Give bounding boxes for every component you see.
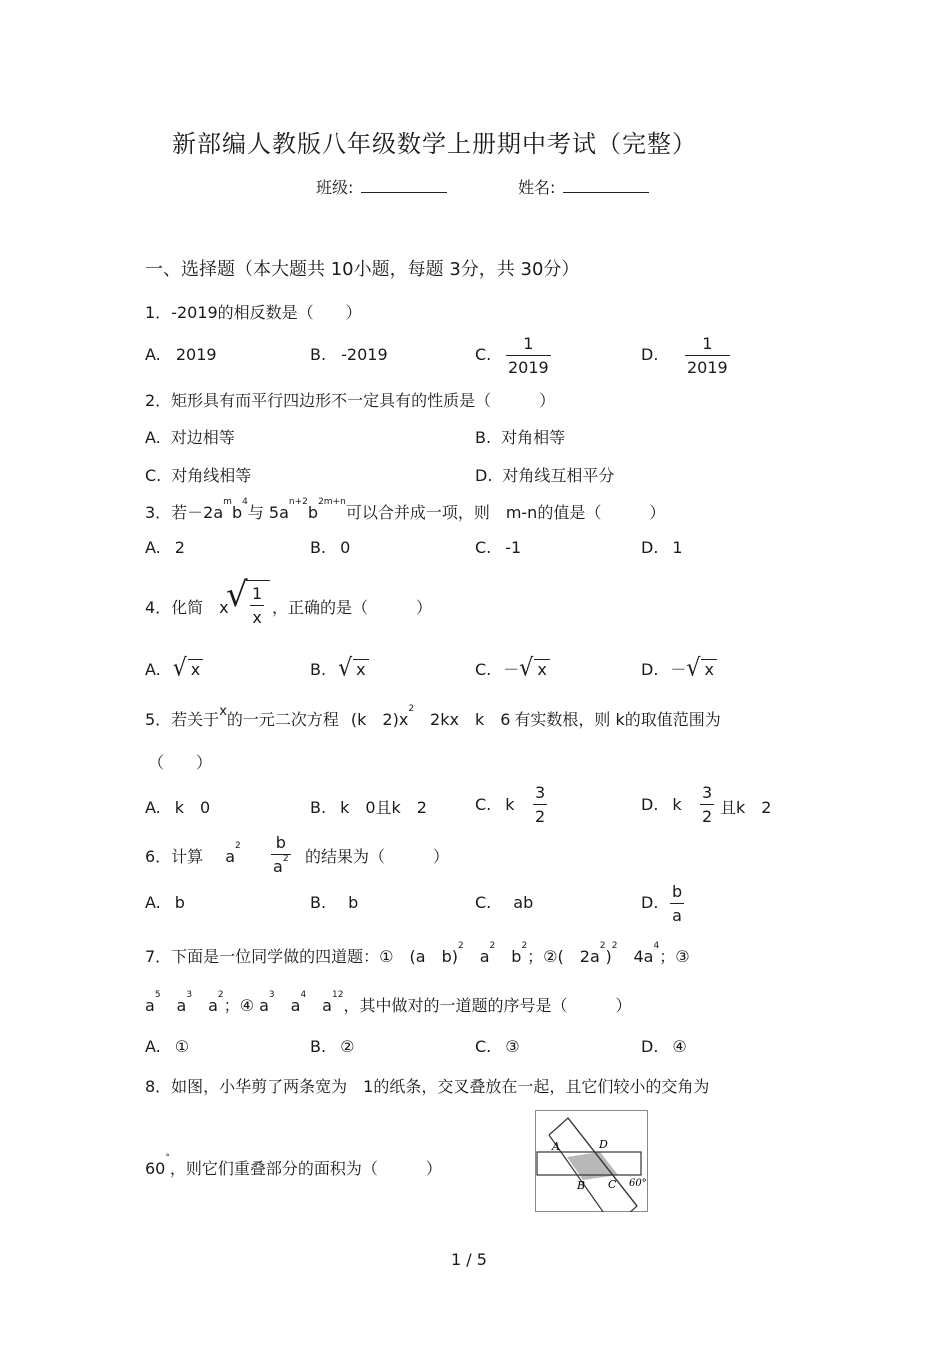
q2-stem: 2．矩形具有而平行四边形不一定具有的性质是（ ） <box>145 391 556 410</box>
q4-option-b: B. √ x <box>310 656 369 681</box>
q7-option-d: D. ④ <box>641 1037 687 1056</box>
section-heading: 一、选择题（本大题共 10小题，每题 3分，共 30分） <box>145 259 580 280</box>
q4-stem-end: ，正确的是（ ） <box>272 598 433 617</box>
q1-option-d-fraction: 1 2019 <box>687 334 728 377</box>
q4-stem-start: 4．化简 x <box>145 598 229 617</box>
q8-label-b: B <box>577 1179 586 1192</box>
q6-fraction: b $a^2$ <box>273 833 289 876</box>
q8-line1: 8．如图，小华剪了两条宽为 1的纸条，交叉叠放在一起，且它们较小的交角为 <box>145 1077 710 1096</box>
q5-option-d-fraction: 3 2 <box>702 783 713 826</box>
q6-option-d-fraction: b a <box>672 882 683 925</box>
q7-option-a: A. ① <box>145 1037 190 1056</box>
q5-option-c-fraction: 3 2 <box>535 783 546 826</box>
q4-option-c: C. －√ x <box>475 656 550 681</box>
q6-option-a: A. b <box>145 893 185 912</box>
q4-option-a: A. √ x <box>145 656 203 681</box>
q5-option-c: C. k <box>475 795 515 814</box>
class-field <box>316 175 447 198</box>
q6-option-b: B. b <box>310 893 359 912</box>
q3-option-a: A. 2 <box>145 538 185 557</box>
q7-option-c: C. ③ <box>475 1037 520 1056</box>
q4-radical-sign: √ <box>226 575 248 615</box>
q5-option-b: B. k 0且k 2 <box>310 798 427 817</box>
q8-angle-label: 60° <box>629 1178 647 1189</box>
q5-stem: 5．若关于$^x$的一元二次方程 (k $2)x^2$ 2kx k 6 有实数根，则 k的取值范围为 <box>145 704 721 729</box>
name-field <box>518 175 649 198</box>
class-blank <box>361 178 447 193</box>
q8-label-c: C <box>608 1178 617 1191</box>
q6-option-d-label: D. <box>641 893 659 912</box>
q4-option-d: D. －√ x <box>641 656 717 681</box>
q1-option-c-label: C. <box>475 345 492 364</box>
q2-option-b: B. 对角相等 <box>475 428 566 447</box>
q8-label-d: D <box>599 1138 608 1151</box>
q8-label-a: A <box>552 1140 560 1153</box>
q7-line2: $a^5$ $a^3$ $a^2$；④ $a^3$ $a^4$ $a^{12}$，其中做对的一道题的序号是（ ） <box>145 990 632 1015</box>
q8-figure <box>535 1110 648 1212</box>
q5-option-d-post: 且k 2 <box>720 798 772 817</box>
class-label: 班级: <box>316 178 354 197</box>
q7-line1: 7．下面是一位同学做的四道题：① (a b)$^2$ $a^2$ $b^2$；②( $2a^2)^2$ $4a^4$；③ <box>145 941 690 966</box>
page-title: 新部编人教版八年级数学上册期中考试（完整） <box>172 130 697 158</box>
q6-stem-end: 的结果为（ ） <box>305 847 450 866</box>
q3-stem: 3．若$-2a^mb^4$与 $5a^{n+2}b^{2m+n}$可以合并成一项，则 m-n的值是（ ） <box>145 497 666 522</box>
q5-paren: （ ） <box>148 753 213 772</box>
name-label: 姓名: <box>518 178 556 197</box>
q2-option-d: D. 对角线互相平分 <box>475 466 615 485</box>
q5-option-a: A. k 0 <box>145 798 211 817</box>
q6-option-c: C. ab <box>475 893 534 912</box>
q4-fraction: 1 x <box>252 584 263 627</box>
q1-stem: 1．-2019的相反数是（ ） <box>145 303 362 322</box>
q5-option-d: D. k <box>641 795 682 814</box>
q3-option-c: C. -1 <box>475 538 522 557</box>
q3-option-b: B. 0 <box>310 538 351 557</box>
q2-option-c: C. 对角线相等 <box>145 466 252 485</box>
name-blank <box>563 178 649 193</box>
q8-line2: 60°，则它们重叠部分的面积为（ ） <box>145 1153 442 1178</box>
q1-option-d-label: D. <box>641 345 659 364</box>
q1-option-b: B. -2019 <box>310 345 388 364</box>
q1-option-a: A. 2019 <box>145 345 217 364</box>
q1-option-c-fraction: 1 2019 <box>508 334 549 377</box>
page-number: 1 / 5 <box>451 1250 487 1269</box>
q7-option-b: B. ② <box>310 1037 355 1056</box>
q6-stem-start: 6．计算 $a^2$ <box>145 841 241 866</box>
q4-radical-bar <box>246 580 270 581</box>
q2-option-a: A. 对边相等 <box>145 428 235 447</box>
q3-option-d: D. 1 <box>641 538 683 557</box>
